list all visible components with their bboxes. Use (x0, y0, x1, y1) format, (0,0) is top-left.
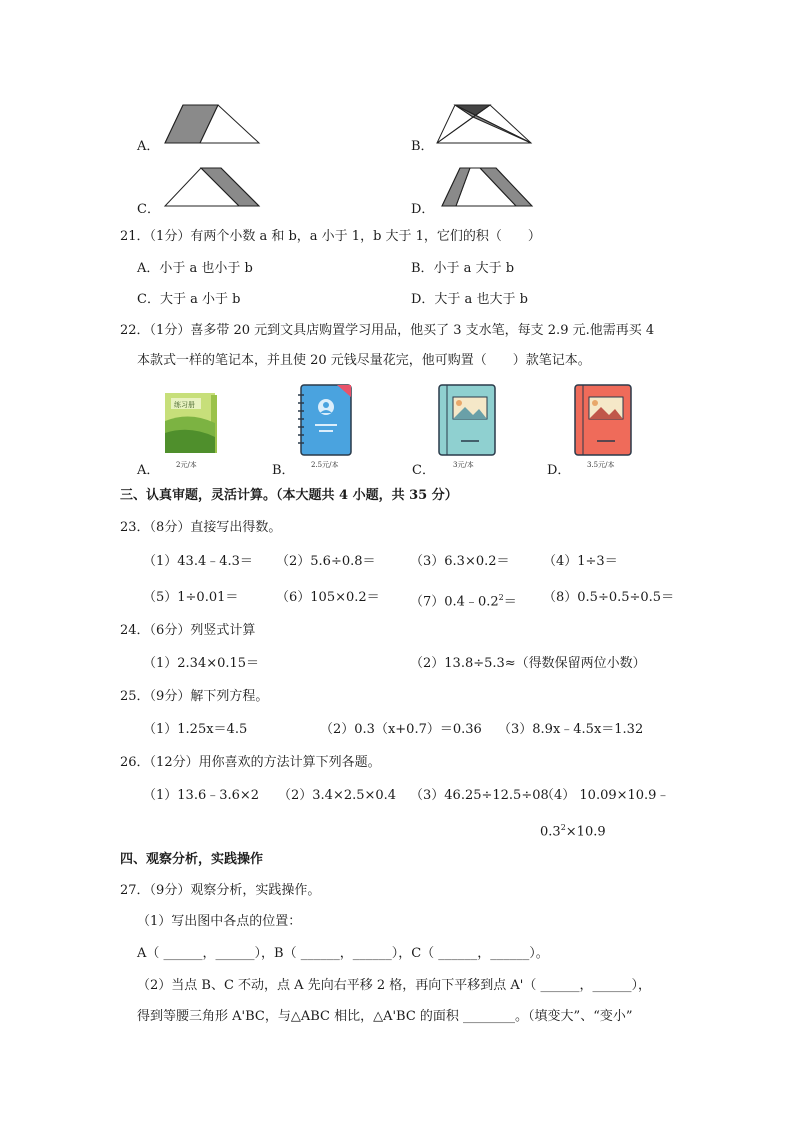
option-a-label: A． (137, 139, 160, 154)
q23-item-7-exponent: 2 (498, 593, 504, 602)
q23-stem: 23．（8分）直接写出得数。 (120, 520, 282, 535)
book-c-label: C． (412, 463, 435, 478)
q27-part2-line2: 得到等腰三角形 A'BC，与△ABC 相比，△A'BC 的面积 ________。（填变大”、“变小” (137, 1009, 633, 1024)
q26-item-1: （1）13.6﹣3.6×2 (143, 788, 260, 803)
q23-item-8: （8）0.5÷0.5÷0.5＝ (543, 590, 675, 605)
q27-positions: A（ ______，______），B（ ______，______），C（ ______，______）。 (137, 946, 549, 961)
q22-stem-line2: 本款式一样的笔记本，并且使 20 元钱尽量花完，他可购置（ ）款笔记本。 (137, 353, 591, 368)
q26-exponent: 2 (560, 823, 566, 832)
section-3-heading: 三、认真审题，灵活计算。（本大题共 4 小题，共 35 分） (120, 488, 458, 503)
q21-option-d: D．大于 a 也大于 b (411, 292, 528, 307)
book-a-price: 2元/本 (176, 461, 197, 469)
book-a-label: A． (137, 463, 160, 478)
option-c-label: C． (137, 202, 160, 217)
option-c-figure (163, 166, 263, 208)
q23-item-1: （1）43.4﹣4.3＝ (143, 554, 253, 569)
section-4-heading: 四、观察分析，实践操作 (120, 852, 264, 867)
option-d-figure (440, 166, 540, 208)
q22-stem-line1: 22．（1分）喜多带 20 元到文具店购置学习用品，他买了 3 支水笔，每支 2.9 元.他需再买 4 (120, 323, 655, 338)
q27-part2-line1: （2）当点 B、C 不动，点 A 先向右平移 2 格，再向下平移到点 A'（ ______，______）， (137, 978, 651, 993)
q23-item-2: （2）5.6÷0.8＝ (276, 554, 376, 569)
q26-item-3: （3）46.25÷12.5÷08 (410, 788, 549, 803)
q23-item-6: （6）105×0.2＝ (276, 590, 380, 605)
q26-item-4: （4） 10.09×10.9﹣ (541, 788, 670, 803)
q23-item-5: （5）1÷0.01＝ (143, 590, 239, 605)
option-b-label: B． (411, 139, 434, 154)
q21-option-b: B．小于 a 大于 b (411, 261, 515, 276)
book-b-icon (297, 383, 357, 457)
q27-part1: （1）写出图中各点的位置： (137, 914, 302, 929)
q25-item-1: （1）1.25x＝4.5 (143, 722, 248, 737)
q24-item-1: （1）2.34×0.15＝ (143, 656, 260, 671)
q24-stem: 24．（6分）列竖式计算 (120, 623, 256, 638)
q21-stem: 21．（1分）有两个小数 a 和 b，a 小于 1，b 大于 1，它们的积（ ） (120, 229, 541, 244)
book-b-price: 2.5元/本 (311, 461, 339, 469)
book-d-label: D． (547, 463, 571, 478)
book-c-icon (437, 383, 499, 457)
q25-item-2: （2）0.3（x+0.7）＝0.36 (320, 722, 482, 737)
book-d-price: 3.5元/本 (587, 461, 615, 469)
option-d-label: D． (411, 202, 435, 217)
book-a-icon (165, 393, 219, 455)
book-b-label: B． (272, 463, 295, 478)
q21-option-c: C．大于 a 小于 b (137, 292, 241, 307)
q26-item-2: （2）3.4×2.5×0.4 (278, 788, 397, 803)
q26-item-4-tail: $0.3^2\times 10.9$ (540, 823, 606, 840)
q26-stem: 26．（12分）用你喜欢的方法计算下列各题。 (120, 755, 381, 770)
q21-option-a: A．小于 a 也小于 b (137, 261, 253, 276)
q25-item-3: （3）8.9x﹣4.5x＝1.32 (498, 722, 644, 737)
book-c-price: 3元/本 (453, 461, 474, 469)
option-b-figure (435, 103, 535, 145)
q23-item-7: $(7)0.4﹣0.2^2=$ (410, 593, 517, 610)
q23-item-3: （3）6.3×0.2＝ (410, 554, 510, 569)
book-a-cover-text: 练习册 (174, 401, 195, 409)
q24-item-2: （2）13.8÷5.3≈（得数保留两位小数） (410, 656, 646, 671)
q25-stem: 25．（9分）解下列方程。 (120, 689, 269, 704)
q27-stem: 27．（9分）观察分析，实践操作。 (120, 883, 321, 898)
q23-item-4: （4）1÷3＝ (543, 554, 618, 569)
book-d-icon (573, 383, 635, 457)
option-a-figure (163, 103, 263, 145)
